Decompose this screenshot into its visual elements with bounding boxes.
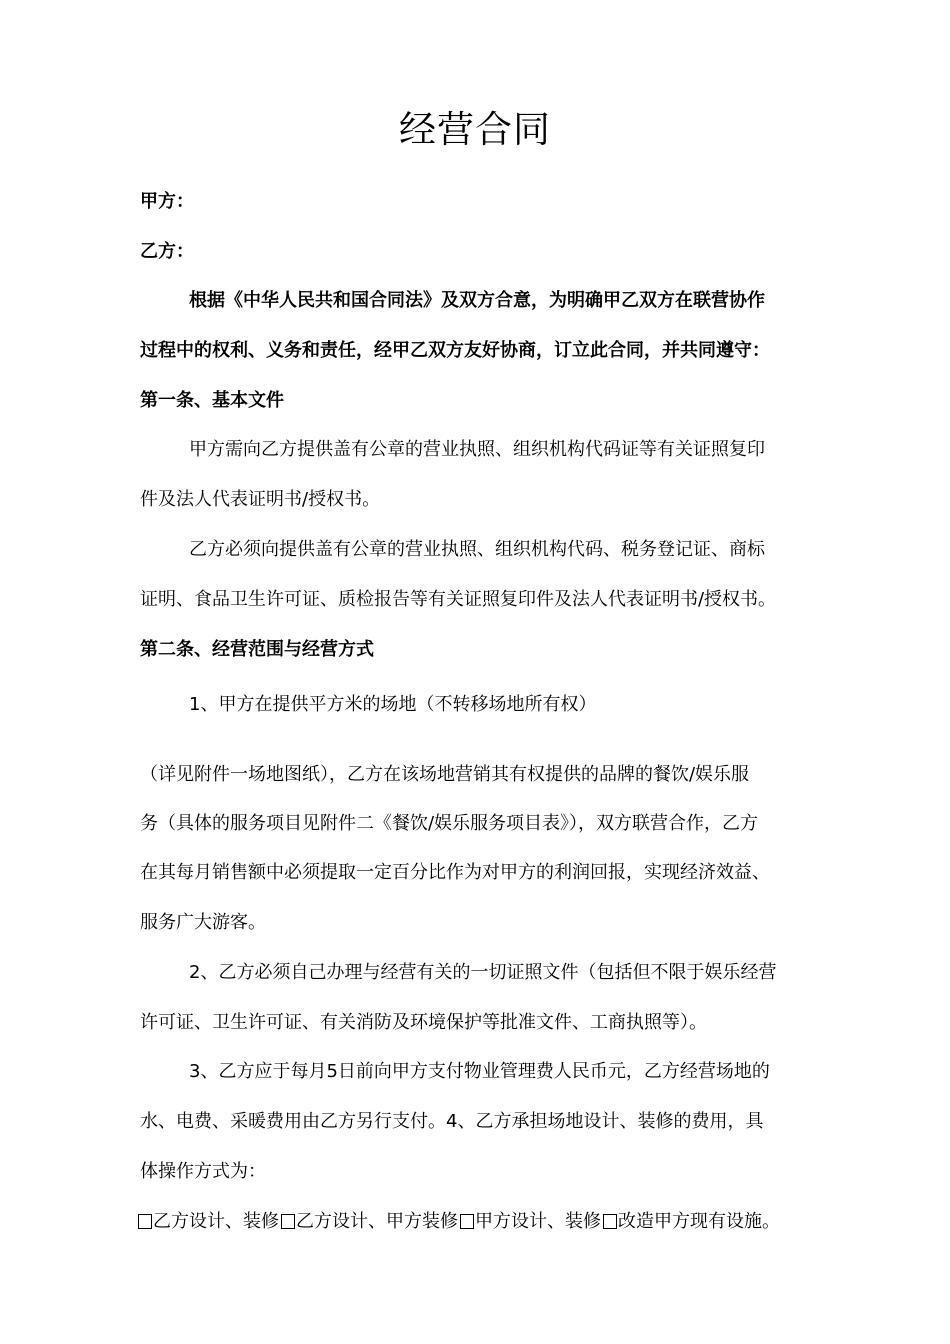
- option-label: 甲方设计、装修: [475, 1211, 601, 1232]
- article-1-heading: 第一条、基本文件: [140, 390, 284, 411]
- article-1-p1-line-1: 甲方需向乙方提供盖有公章的营业执照、组织机构代码证等有关证照复印: [189, 439, 765, 460]
- article-2-heading: 第二条、经营范围与经营方式: [140, 639, 374, 660]
- article-2-item1-line-2: （详见附件一场地图纸），乙方在该场地营销其有权提供的品牌的餐饮/娱乐服: [140, 764, 750, 785]
- checkbox-icon[interactable]: [281, 1214, 295, 1229]
- article-2-item1-line-5: 服务广大游客。: [140, 912, 266, 933]
- checkbox-icon[interactable]: [603, 1214, 617, 1229]
- article-1-p2-line-2: 证明、食品卫生许可证、质检报告等有关证照复印件及法人代表证明书/授权书。: [140, 589, 777, 610]
- preamble-line-1: 根据《中华人民共和国合同法》及双方合意，为明确甲乙双方在联营协作: [189, 290, 765, 311]
- option-label: 改造甲方现有设施。: [618, 1211, 780, 1232]
- article-2-item3-line-1: 3、乙方应于每月5日前向甲方支付物业管理费人民币元，乙方经营场地的: [189, 1061, 770, 1082]
- checkbox-icon[interactable]: [138, 1214, 152, 1229]
- article-2-item3-line-2: 水、电费、采暖费用由乙方另行支付。4、乙方承担场地设计、装修的费用，具: [140, 1111, 764, 1132]
- option-label: 乙方设计、甲方装修: [296, 1211, 458, 1232]
- option-label: 乙方设计、装修: [153, 1211, 279, 1232]
- party-a-label: 甲方：: [140, 191, 194, 212]
- preamble-line-2: 过程中的权利、义务和责任，经甲乙双方友好协商，订立此合同，并共同遵守：: [140, 340, 770, 361]
- page-title: 经营合同: [399, 108, 551, 151]
- article-2-item1-line-3: 务（具体的服务项目见附件二《餐饮/娱乐服务项目表》），双方联营合作，乙方: [140, 813, 759, 834]
- article-2-item1-line-4: 在其每月销售额中必须提取一定百分比作为对甲方的利润回报，实现经济效益、: [140, 862, 770, 883]
- article-2-item1-line-1: 1、甲方在提供平方米的场地（不转移场地所有权）: [189, 694, 597, 715]
- article-2-item2-line-1: 2、乙方必须自己办理与经营有关的一切证照文件（包括但不限于娱乐经营: [189, 962, 777, 983]
- article-1-p1-line-2: 件及法人代表证明书/授权书。: [140, 489, 381, 510]
- checkbox-icon[interactable]: [460, 1214, 474, 1229]
- party-b-label: 乙方：: [140, 241, 194, 262]
- article-1-p2-line-1: 乙方必须向提供盖有公章的营业执照、组织机构代码、税务登记证、商标: [189, 539, 765, 560]
- option-list: [136, 1210, 836, 1234]
- article-2-item2-line-2: 许可证、卫生许可证、有关消防及环境保护等批准文件、工商执照等）。: [140, 1012, 707, 1033]
- article-2-item3-line-3: 体操作方式为：: [140, 1161, 266, 1182]
